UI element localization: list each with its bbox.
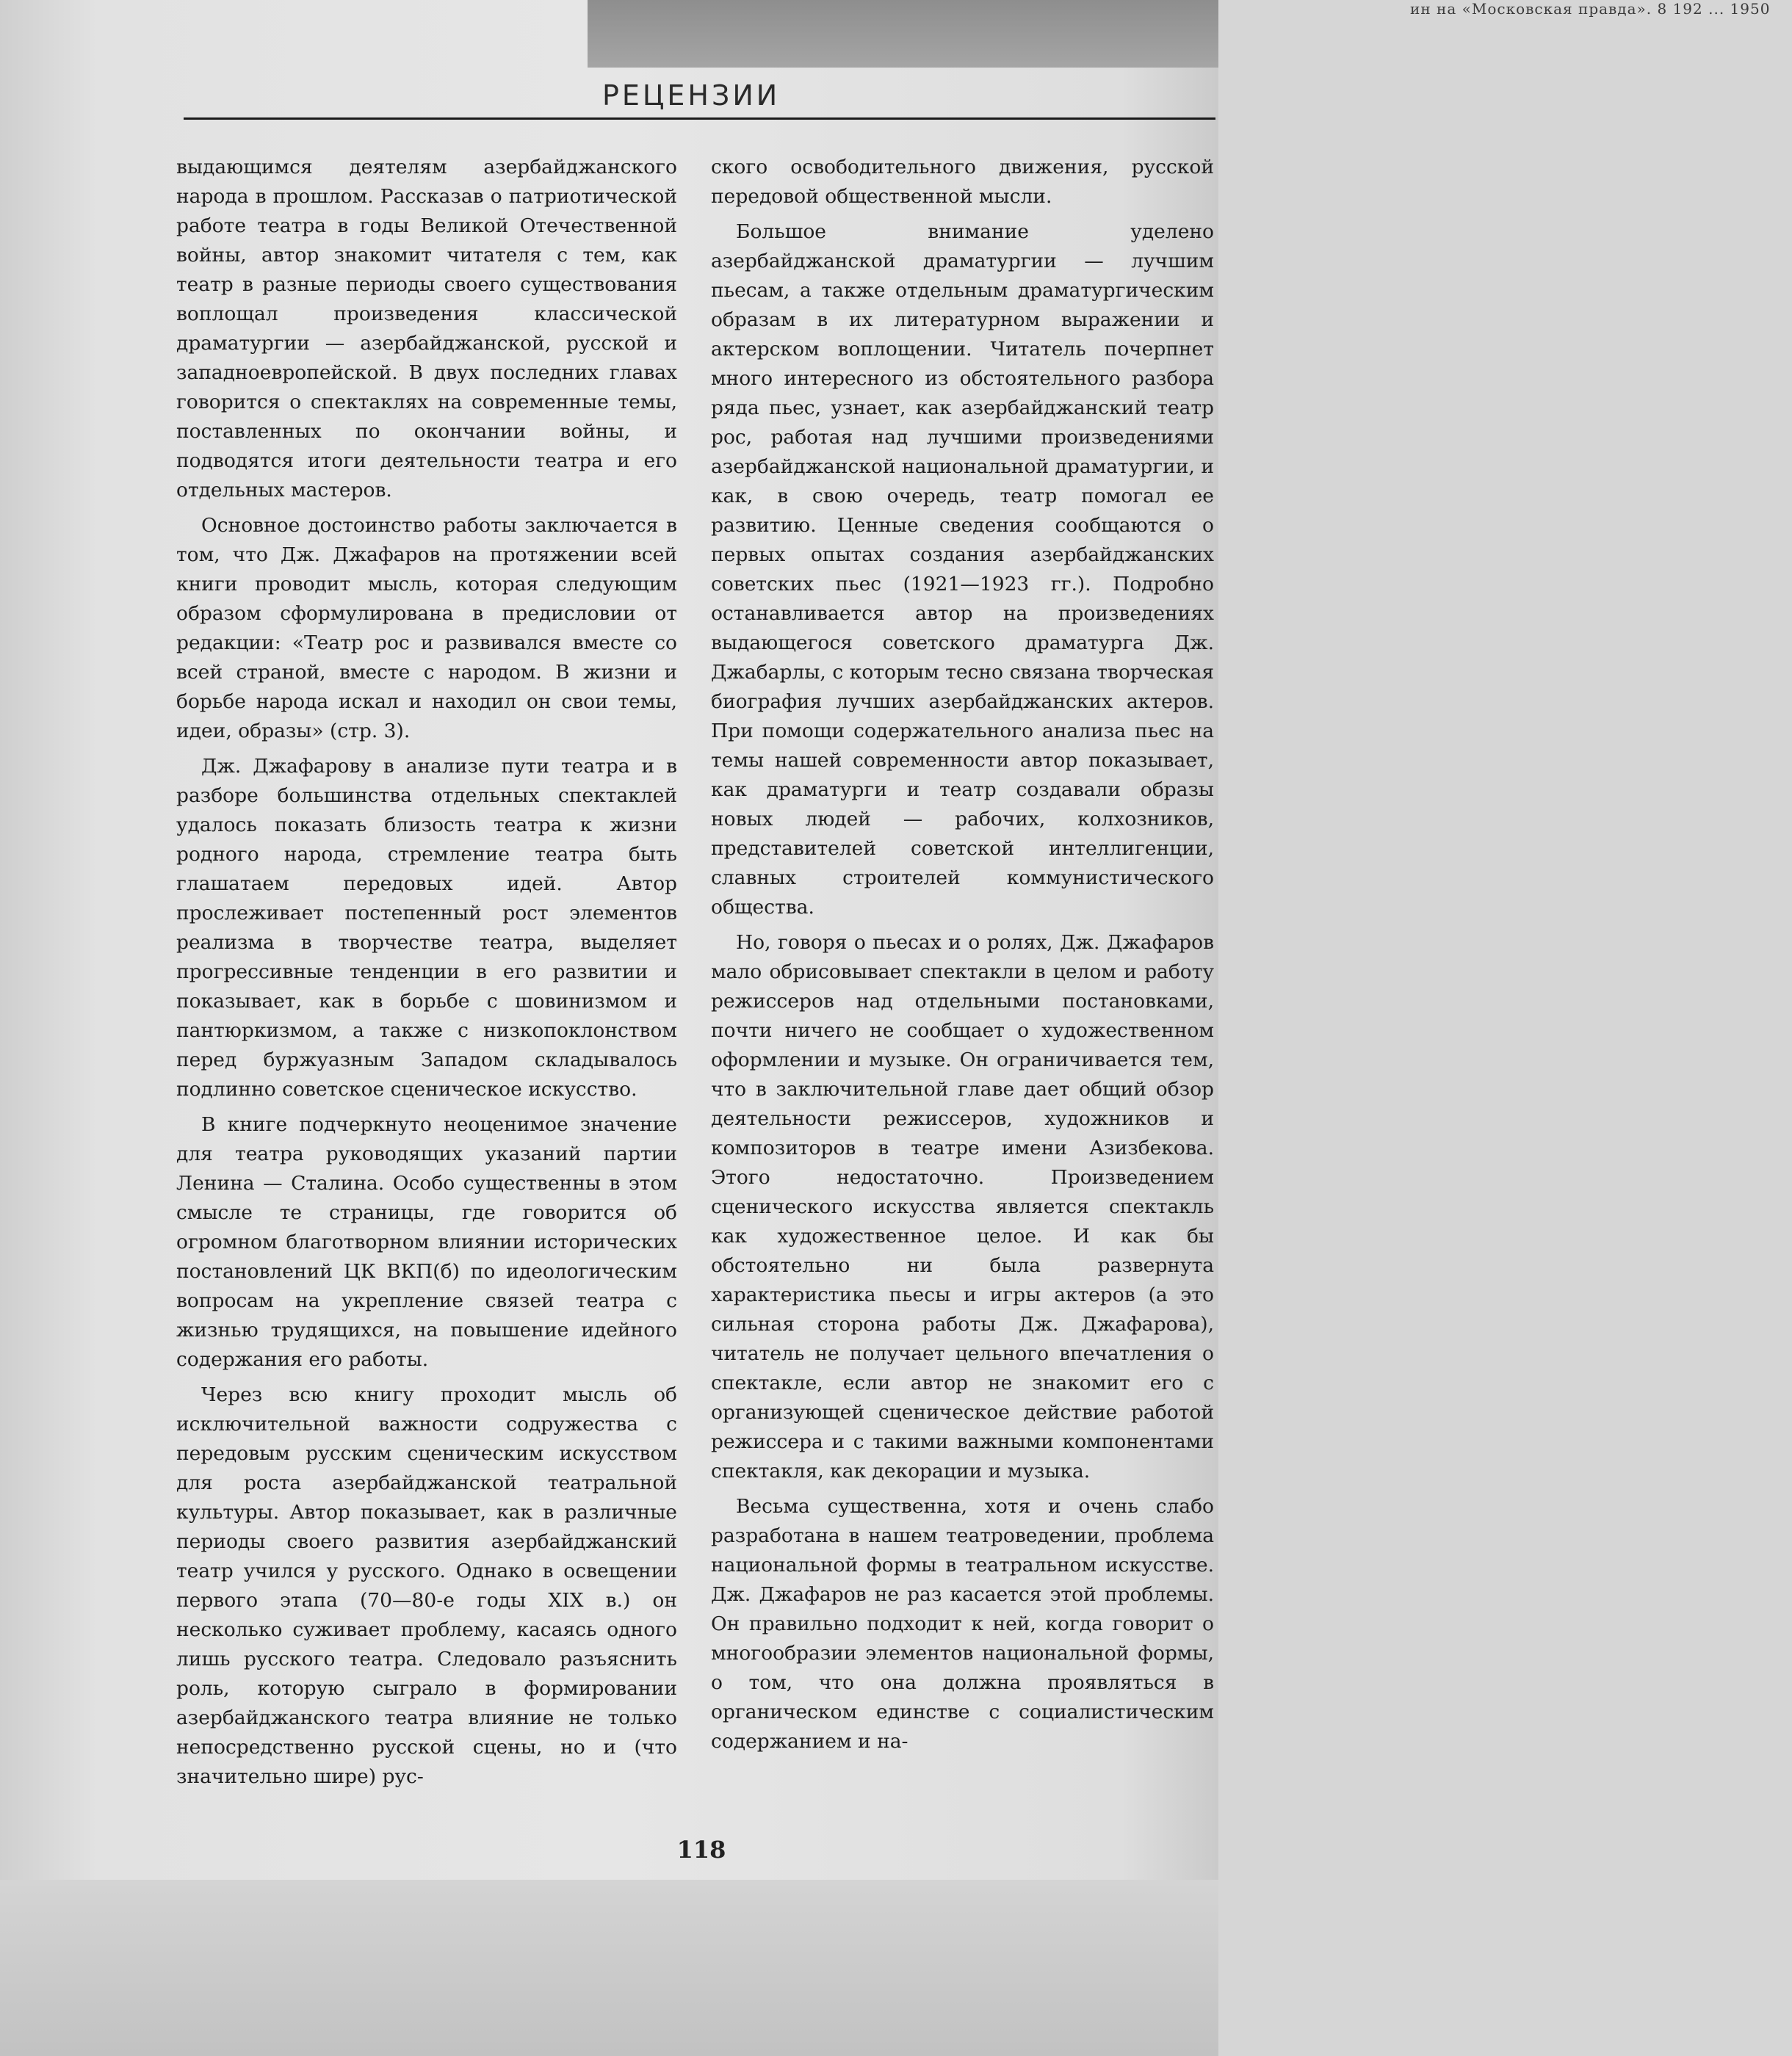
paragraph: ского освободительного движения, русской передовой общественной мысли. <box>711 156 1214 208</box>
right-column <box>711 153 1214 1756</box>
paragraph: В книге подчеркнуто неоценимое значение для театра руководящих указаний партии Ленина — Сталина. Особо существенны в этом смысле те страницы, где говорится об огромном благотворном влиянии исторических постановлений ЦК ВКП(б) по идеологическим вопросам на укрепление связей театра с жизнью трудящихся, на повышение идейного содержания его работы. <box>176 1113 677 1371</box>
page-number: 118 <box>676 1836 726 1864</box>
paragraph: Через всю книгу проходит мысль об исключительной важности содружества с передовым русским сценическим искусством для роста азербайджанской театральной культуры. Автор показывает, как в различные периоды своего развития азербайджанский театр учился у русского. Однако в освещении первого этапа (70—80-е годы XIX в.) он несколько суживает проблему, касаясь одного лишь русского театра. Следовало разъяснить роль, которую сыграло в формировании азербайджанского театра влияние не только непосредственно русской сцены, но и (что значительно шире) рус- <box>176 1383 677 1788</box>
paragraph: Основное достоинство работы заключается в том, что Дж. Джафаров на протяжении всей книги проводит мысль, которая следующим образом сформулирована в предисловии от редакции: «Театр рос и развивался вместе со всей страной, вместе с народом. В жизни и борьбе народа искал и находил он свои темы, идеи, образы» (стр. 3). <box>176 514 677 742</box>
left-column <box>176 153 677 1792</box>
paragraph: выдающимся деятелям азербайджанского народа в прошлом. Рассказав о патриотической работе театра в годы Великой Отечественной войны, автор знакомит читателя с тем, как театр в разные периоды своего существования воплощал произведения классической драматургии — азербайджанской, русской и западноевропейской. В двух последних главах говорится о спектаклях на современные темы, поставленных по окончании войны, и подводятся итоги деятельности театра и его отдельных мастеров. <box>176 156 677 502</box>
bottom-shadow <box>0 1880 1218 2056</box>
header-rule <box>184 117 1215 120</box>
scan-shadow-corner <box>588 0 1771 68</box>
top-bleed-text: ин на «Московская правда». 8 192 ... 1950 <box>1410 0 1771 18</box>
paragraph: Но, говоря о пьесах и о ролях, Дж. Джафаров мало обрисовывает спектакли в целом и работу режиссеров над отдельными постановками, почти ничего не сообщает о художественном оформлении и музыке. Он ограничивается тем, что в заключительной главе дает общий обзор деятельности режиссеров, художников и композиторов в театре имени Азизбекова. Этого недостаточно. Произведением сценического искусства является спектакль как художественное целое. И как бы обстоятельно ни была развернута характеристика пьесы и игры актеров (а это сильная сторона работы Дж. Джафарова), читатель не получает цельного впечатления о спектакле, если автор не знакомит его с организующей сценическое действие работой режиссера и с такими важными компонентами спектакля, как декорации и музыка. <box>711 931 1214 1483</box>
paragraph: Весьма существенна, хотя и очень слабо разработана в нашем театроведении, проблема национальной формы в театральном искусстве. Дж. Джафаров не раз касается этой проблемы. Он правильно подходит к ней, когда говорит о многообразии элементов национальной формы, о том, что она должна проявляться в органическом единстве с социалистическим содержанием и на- <box>711 1495 1214 1753</box>
paragraph: Большое внимание уделено азербайджанской драматургии — лучшим пьесам, а также отдельным драматургическим образам в их литературном выражении и актерском воплощении. Читатель почерпнет много интересного из обстоятельного разбора ряда пьес, узнает, как азербайджанский театр рос, работая над лучшими произведениями азербайджанской национальной драматургии, и как, в свою очередь, театр помогал ее развитию. Ценные сведения сообщаются о первых опытах создания азербайджанских советских пьес (1921—1923 гг.). Подробно останавливается автор на произведениях выдающегося советского драматурга Дж. Джабарлы, с которым тесно связана творческая биография лучших азербайджанских актеров. При помощи содержательного анализа пьес на темы нашей современности автор показывает, как драматурги и театр создавали образы новых людей — рабочих, колхозников, представителей советской интеллигенции, славных строителей коммунистического общества. <box>711 220 1214 919</box>
section-title: РЕЦЕНЗИИ <box>602 79 781 112</box>
paragraph: Дж. Джафарову в анализе пути театра и в разборе большинства отдельных спектаклей удалось показать близость театра к жизни родного народа, стремление театра быть глашатаем передовых идей. Автор прослеживает постепенный рост элементов реализма в творчестве театра, выделяет прогрессивные тенденции в его развитии и показывает, как в борьбе с шовинизмом и пантюркизмом, а также с низкопоклонством перед буржуазным Западом складывалось подлинно советское сценическое искусство. <box>176 755 677 1101</box>
